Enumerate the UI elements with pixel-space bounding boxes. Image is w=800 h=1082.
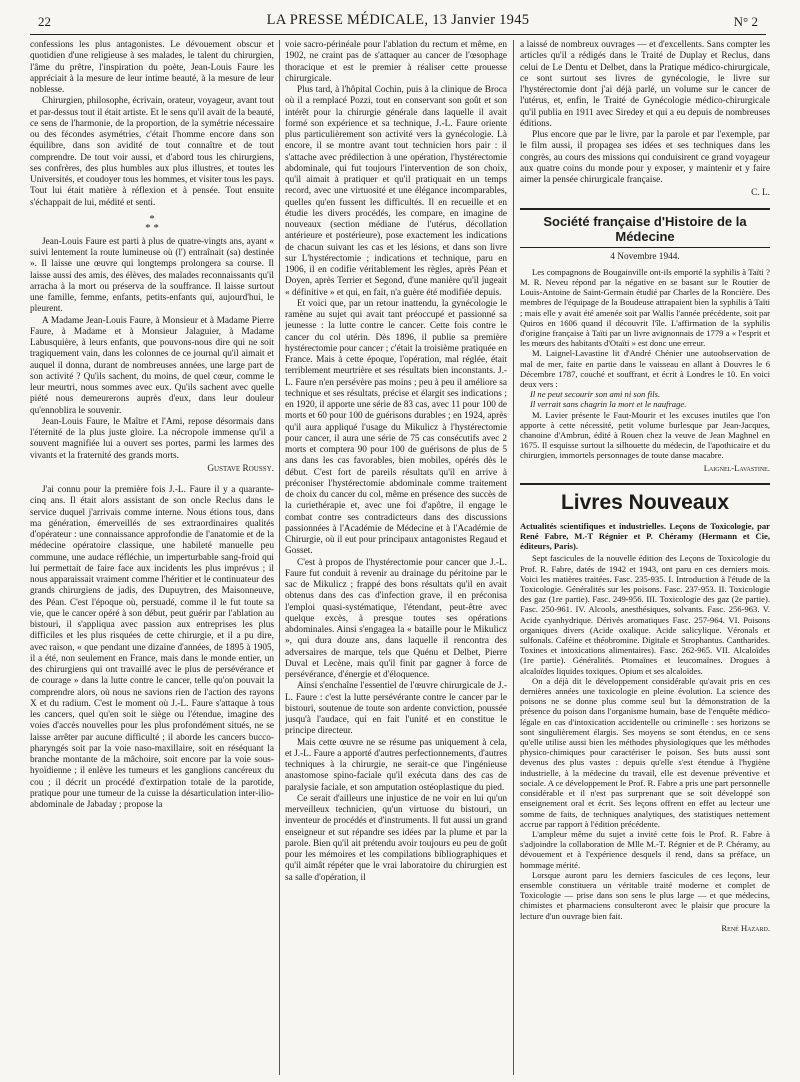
issue-number: N° 2 (733, 14, 758, 29)
paragraph: Mais cette œuvre ne se résume pas uniquement à cela, et J.-L. Faure a apporté d'autres perfectionnements, d'autres techniques à la chirurgie, ne serait-ce que l'ingénieuse anastomose spino-faciale qu'il exécuta dans des cas de paralysie faciale, et son amputation ostéoplastique du pied. (285, 737, 507, 793)
signature: René Hazard. (721, 922, 770, 933)
paragraph: M. Laignel-Lavastine lit d'André Chénier une autoobservation de mal de mer, faite en partie dans le vaisseau en allant à Douvres le 6 Décembre 1787, couché et souffrant, et écrit à Londres le 10. En voici deux vers : (520, 348, 770, 389)
book-title: Actualités scientifiques et industrielles. Leçons de Toxicologie, par René Fabre, M.-T Régnier et P. Chéramy (Hermann et Cie, éditeurs, Paris). (520, 520, 770, 552)
column-rule-1 (279, 40, 280, 1075)
column-2 (285, 40, 507, 1075)
signature: Gustave Roussy. (207, 463, 274, 474)
paragraph: Chirurgien, philosophe, écrivain, orateur, voyageur, avant tout et par-dessus tout il était artiste. Et le sens qu'il avait de la beauté, ce sens de l'harmonie, de la proportion, de la symétrie nécessaire ou des fécondes asymétries, c'était l'homme encore dans son équilibre, dans son avidité de tout connaître et de tout comprendre. De tout voir aussi, et d'abord tous les chirurgiens, ses confrères, des plus humbles aux plus illustres, et toutes les Universités, et coudoyer tous les hommes, et visiter tous les pays. Tout lui était matière à réflexion et à pensée. Tout ensuite s'échappait de lui, médité et senti. (30, 96, 274, 208)
paragraph: Jean-Louis Faure, le Maître et l'Ami, repose désormais dans l'éternité de la plus juste gloire. La nécropole immense qu'il a souvent magnifiée lui a ouvert ses portes, parmi les larmes des vivants et la fraternité des grands morts. (30, 416, 274, 461)
signature: Laignel-Lavastine. (703, 462, 770, 473)
section-separator: * * * (145, 212, 159, 234)
page-header (30, 12, 766, 35)
paragraph: On a déjà dit le développement considérable qu'avait pris en ces dernières années une toxicologie en pleine évolution. La science des poisons ne se donne plus comme seul but la démonstration de la présence du poison dans l'organisme humain, base de l'enquête médico-légale en cas d'intoxication accidentelle ou criminelle : ses horizons se sont singulièrement élargis. Ses moyens se sont étendus, en ce sens qu'elle utilise aussi bien les méthodes physiologiques que les méthodes physico-chimiques pour caractériser le poison. Ses buts aussi sont devenus des plus vastes : depuis qu'elle s'est étendue à l'hygiène industrielle, à la médecine du travail, elle est devenue préventive et sociale. A ce développement le Prof. R. Fabre a pris une part personnelle considérable et il n'est pas surprenant que se soit développé son enseignement oral et écrit. Ses leçons offrent en effet au lecteur une somme de faits, de techniques analytiques, des statistiques nettement accrue par rapport à l'édition précédente. (520, 675, 770, 829)
verse-line: Il ne peut secourir son ami ni son fils. (530, 389, 661, 400)
column-1 (30, 40, 274, 1075)
verse-line: Il verrait sans chagrin la mort et le naufrage. (530, 399, 687, 410)
books-heading: Livres Nouveaux (520, 483, 770, 515)
paragraph: C'est à propos de l'hystérectomie pour cancer que J.-L. Faure fut conduit à revenir au drainage du péritoine par le sac de Mikulicz ; frappé des bons résultats qu'il en avait obtenus dans des cas d'infection grave, il en préconisa l'emploi quasi-systématique, l'étendant, peut-être avec quelque excès, à presque toutes ses opérations abdominales. Ainsi s'engagea la « bataille pour le Mikulicz », qui dura douze ans, dans laquelle il rencontra des adversaires de marque, tels que Quénu et Delbet, Pierre Duval et Lecène, mais qu'il finit par gagner à force de persévérance, d'énergie et d'éloquence. (285, 557, 507, 680)
paragraph: Ce serait d'ailleurs une injustice de ne voir en lui qu'un merveilleux technicien, qu'un virtuose du bistouri, un inventeur de procédés et d'instruments. Il fut aussi un grand enseigneur et sut répandre ses idées par la plume et par la parole. Bien qu'il ait prétendu avoir toujours eu peu de goût pour les mémoires et les compilations bibliographiques et qu'il aimât répéter que le vrai laboratoire du chirurgien est sa salle d'opération, il (285, 793, 507, 883)
column-rule-2 (513, 40, 514, 1075)
paragraph: Lorsque auront paru les derniers fascicules de ces leçons, leur ensemble constituera un véritable traité moderne et complet de Toxicologie — prise dans son sens le plus large — et que médecins, chimistes et pharmaciens consulteront avec le plaisir que procure la lecture d'un ouvrage bien fait. (520, 869, 770, 921)
column-3 (520, 40, 770, 1075)
paragraph: Sept fascicules de la nouvelle édition des Leçons de Toxicologie du Prof. R. Fabre, datés de 1942 et 1943, ont paru en ces derniers mois. Voici les matières traitées. Fasc. 235-935. I. Introduction à l'étude de la Toxicologie. Généralités sur les poisons. Fasc. 237-953. II. Toxicologie des gaz (1re partie). Fasc. 249-956. III. Toxicologie des gaz (2e partie). Fasc. 250-961. IV. Alcools, anesthésiques, solvants. Fasc. 256-963. V. Acide cyanhydrique. Dérivés aromatiques Fasc. 257-964. VI. Poisons organiques divers (Acide oxalique. Acide salicylique. Véronals et sulfonals. Caféine et théobromine. Digitale et Strophantus. Cantharides. Toxines et intoxications alimentaires). Fasc. 262-965. VII. Alcaloïdes (1re partie). Généralités. Ptomaïnes et leucomaïnes. Drogues à alcaloïdes liquides toxiques. Opium et ses alcaloïdes. (520, 553, 770, 676)
paragraph: Plus tard, à l'hôpital Cochin, puis à la clinique de Broca où il a remplacé Pozzi, tout en conservant son goût et son intérêt pour la chirurgie générale dans laquelle il avait formé son expérience et sa technique, J.-L. Faure oriente plus particulièrement son activité vers la gynécologie. Là encore, il se montre avant tout technicien hors pair : il s'attache avec prédilection à une opération, l'hystérectomie abdominale, qui fut toujours l'intervention de son choix, qu'il aimait à pratiquer et qu'il pratiquait en un temps record, avec une virtuosité et une élégance incomparables, quelles qu'en fussent les difficultés. Il en recueille et en étudie les divers procédés, les compare, en imagine de nouveaux (section médiane de l'utérus, décollation antérieure et postérieure), pose exactement les indications de chacun suivant les cas et les lésions, et dans son livre sur L'hystérectomie ; indications et technique, paru en 1906, il en codifie véritablement les règles, après Péan et Doyen, après Terrier et Segond, d'une manière qu'il jugeait « définitive » et qui, en fait, n'a guère été modifiée depuis. (285, 85, 507, 298)
paragraph: a laissé de nombreux ouvrages — et d'excellents. Sans compter les articles qu'il a rédigés dans le Traité de Duplay et Reclus, dans celui de Le Dentu et Delbet, dans la Pratique médico-chirurgicale, ce sont surtout ses livres de gynécologie, le livre sur l'hystérectomie dont j'ai déjà parlé, un volume sur le cancer de l'utérus, et, enfin, le Traité de Gynécologie médico-chirurgicale qu'il publia en 1911 avec Siredey et qui a eu depuis de nombreuses éditions. (520, 40, 770, 129)
paragraph: confessions les plus antagonistes. Le dévouement obscur et quotidien d'une religieuse à ses malades, le talent du chirurgien, l'âme du prêtre, l'inspiration du poète, Jean-Louis Faure les appréciait à la mesure de leur intime beauté, à la mesure de leur noblesse. (30, 40, 274, 95)
paragraph: Plus encore que par le livre, par la parole et par l'exemple, par le film aussi, il propagea ses idées et ses techniques dans les congrès, au cours des missions qui conduisirent ce grand voyageur aux quatre coins du monde pour y exposer, y maintenir et y faire aimer la pensée chirurgicale française. (520, 130, 770, 185)
society-date: 4 Novembre 1944. (610, 251, 680, 262)
issue-date: 13 Janvier 1945 (432, 12, 530, 28)
paragraph: voie sacro-périnéale pour l'ablation du rectum et même, en 1902, ne craint pas de s'attaquer au cancer de l'œsophage thoracique et est le premier à réaliser cette prouesse chirurgicale. (285, 40, 507, 84)
paragraph: L'ampleur même du sujet a invité cette fois le Prof. R. Fabre à s'adjoindre la collaboration de Mlle M.-T. Régnier et de P. Chéramy, au dévouement et à l'expérience desquels il rend, dans sa préface, un hommage mérité. (520, 828, 770, 870)
paragraph: A Madame Jean-Louis Faure, à Monsieur et à Madame Pierre Faure, à Madame et à Monsieur Jalaguier, à Madame Labusquière, à leurs enfants, que pouvons-nous dire qui ne soit tragiquement vain, dans les colonnes de ce journal qu'il aimait et auquel il donna, durant de nombreuses années, une large part de son activité ? Qu'ils sachent, du moins, de quel cœur, comme le leur meurtri, nous sommes avec eux. Qu'ils sachent avec quelle piété nous demeurerons auprès d'eux, dans leur douleur qu'ennoblira le souvenir. (30, 315, 274, 416)
signature: C. L. (751, 188, 770, 199)
paragraph: Et voici que, par un retour inattendu, la gynécologie le ramène au sujet qui avait tant préoccupé et passionné sa jeunesse : la lutte contre le cancer. Cette fois contre le cancer du col utérin. Dès 1896, il publie sa première hystérectomie pour cancer ; c'était la troisième pratiquée en France. Mais à cette époque, l'opération, mal réglée, était terriblement meurtrière et ses résultats bien inconstants. J.-L. Faure n'en persévère pas moins ; peu à peu il améliore sa technique et ses résultats, précise et élargit ses indications ; en 1920, il apporte une série de 83 cas, avec 11 pour 100 de morts et 60 pour 100 de guérisons durables ; en 1924, après qu'il aura appliqué l'usage du Mikulicz à l'hystérectomie pour cancer, il aura une série de 75 cas consécutifs avec 2 morts et comptera 90 pour 100 de guérisons de plus de 5 ans dans les cas favorables, bien mobiles, opérés dès le début. C'est fort de pareils résultats qu'il en arrive à préconiser l'hystérectomie abdominale comme traitement de choix du cancer du col, même en présence des succès de la curiethérapie et, avec une foi d'apôtre, il engage le combat contre ses contradicteurs dans des discussions passionnées à l'Académie de Médecine et à l'Académie de Chirurgie, où il eut pour principaux antagonistes Regaud et Gosset. (285, 298, 507, 557)
paragraph: Les compagnons de Bougainville ont-ils emporté la syphilis à Taïti ? M. R. Neveu répond par la négative en se basant sur le Routier de Louis-Antoine de Saint-Germain étudié par Charles de la Roncière. Des membres de l'équipage de la Boudeuse attrapaient bien la syphilis à Taïti ; mais elle y avait été amenée soit par Wallis l'année précédente, soit par Quiros en 1606 quand il découvrit l'île. L'affirmation de la syphilis d'origine française à Taïti par un livre avignonnais de 1779 a « l'esprit et les mœurs des habitants d'Otaïti » est donc une erreur. (520, 266, 770, 349)
journal-header (30, 12, 766, 29)
paragraph: Ainsi s'enchaîne l'essentiel de l'œuvre chirurgicale de J.-L. Faure : c'est la lutte persévérante contre le cancer par le bistouri, soutenue de toute son ardente conviction, poussée jusqu'à l'audace, qui en fait l'unité et en constitue le principe directeur. (285, 681, 507, 737)
paragraph: J'ai connu pour la première fois J.-L. Faure il y a quarante-cinq ans. Il était alors assistant de son oncle Reclus dans le service duquel j'arrivais comme interne. Nous étions tous, dans ma génération, émerveillés de ses extraordinaires qualités d'opérateur : une connaissance approfondie de l'anatomie et de la médecine opératoire classique, une habileté manuelle peu commune, une audace réfléchie, un imperturbable sang-froid qui lui permettait de faire face aux incidents les plus imprévus ; il nous apparaissait vraiment comme l'héritier et le continuateur des grands chirurgiens de jadis, des Dupuytren, des Maisonneuve, des Péan. C'est l'époque où, persuadé, comme il le fut toute sa vie, que le cancer opéré à son début, peut guérir par l'ablation au bistouri, il s'appliqua avec passion aux entreprises les plus difficiles et les plus risquées de cette chirurgie, et il a pu dire, avec raison, « que pendant une dizaine d'années, de 1895 à 1905, il a été, non seulement en France, mais dans le monde entier, un des chirurgiens qui ont travaillé avec le plus de persévérance et de courage » dans la lutte contre le cancer, telle qu'on pouvait la comprendre alors, où nous ne savions rien de l'action des rayons X et du radium. C'est le moment où J.-L. Faure s'attaque à tous les cancers, quel qu'en soit le siège ou l'étendue, imagine des voies d'accès nouvelles pour les plus profondément situés, ne se laisse arrêter par aucune difficulté ; il aborde les cancers bucco-pharyngés soit par la voie naso-maxillaire, soit en réséquant la branche montante de la mâchoire, soit encore par la voie sous-hyoïdienne ; il enlève les tumeurs et les ganglions cancéreux du cou ; il décrit un procédé d'extirpation totale de la parotide, pratique pour une tumeur de la cuisse la désarticulation inter-ilio-abdominale de Jabaday ; propose la (30, 485, 274, 810)
paragraph: M. Lavier présente le Faut-Mourir et les excuses inutiles que l'on apporte à cette nécessité, petit volume burlesque par Jean-Jacques, chanoine d'Ambrun, édité à Rouen chez la veuve de Jean Maghnel en 1675. Il esquisse surtout la silhouette du médecin, de l'apothicaire et du chirurgien, immortels personnages de toute danse macabre. (520, 409, 770, 461)
journal-title: LA PRESSE MÉDICALE, (266, 12, 429, 28)
page-number: 22 (38, 14, 51, 29)
society-heading: Société française d'Histoire de la Médecine (520, 208, 770, 248)
paragraph: Jean-Louis Faure est parti à plus de quatre-vingts ans, ayant « suivi lentement la route lumineuse où (l') entraînait (sa) destinée ». Il laisse une œuvre qui longtemps prolongera sa course. Il laisse aussi des amis, des élèves, des malades reconnaissants qu'il arracha à la mort ou préserva de la souffrance. Il laisse surtout une famille, femme, enfants, petits-enfants qui, aujourd'hui, le pleurent. (30, 236, 274, 315)
